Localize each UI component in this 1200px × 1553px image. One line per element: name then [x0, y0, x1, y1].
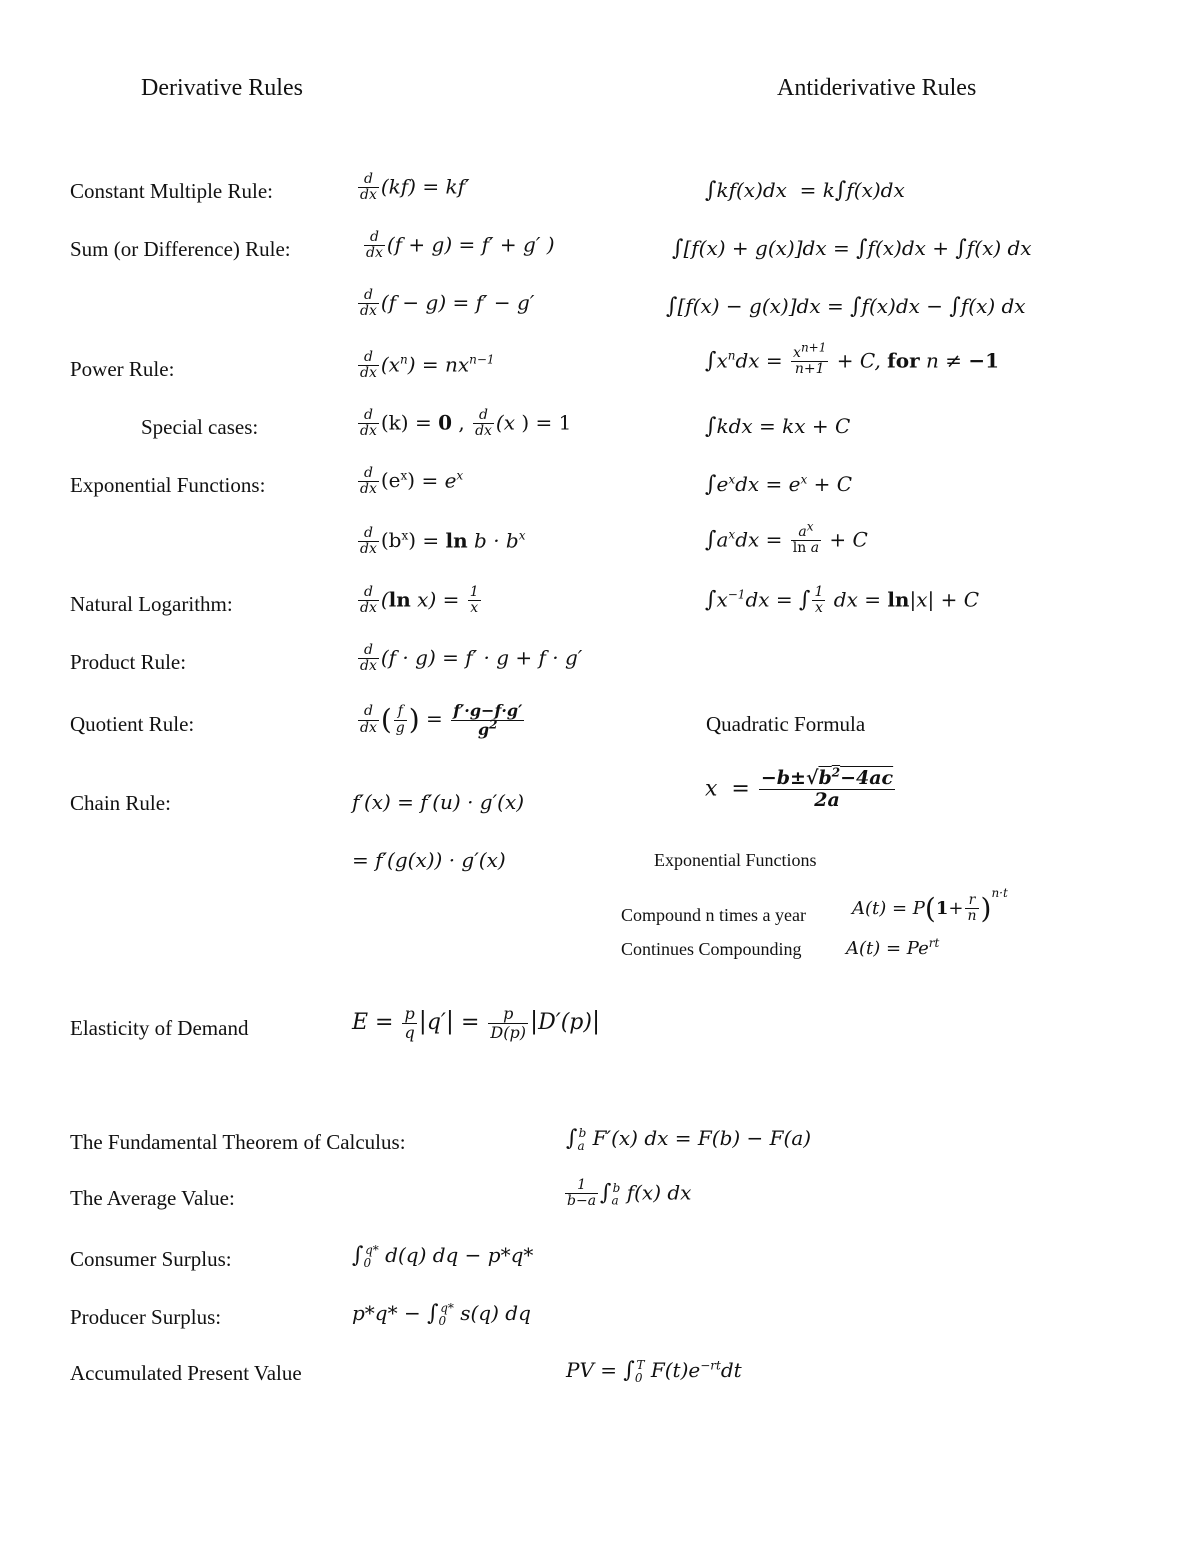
accumulated-present-value-label: Accumulated Present Value [70, 1361, 302, 1385]
consumer-surplus-label: Consumer Surplus: [70, 1247, 232, 1271]
special-cases-label: Special cases: [141, 415, 259, 439]
sum-rule-integral: ∫[f(x) + g(x)]dx = ∫f(x)dx + ∫f(x) dx [672, 236, 1032, 261]
exponential-derivative: $\frac{d}{dx}$ $(e^x) = e^x$ [360, 465, 464, 498]
special-cases-derivative: $\frac{d}{dx}$ (k) = 0 , $\frac{d}{dx}$ (x ) = 1 [360, 407, 572, 440]
product-rule-derivative: $\frac{d}{dx}$ (f · g) = f′ · g + f · g′ [360, 642, 583, 675]
power-rule-label: Power Rule: [70, 357, 175, 381]
sum-difference-label: Sum (or Difference) Rule: [70, 237, 291, 261]
exponential-label: Exponential Functions: [70, 473, 266, 497]
average-value-label: The Average Value: [70, 1186, 235, 1210]
quotient-rule-label: Quotient Rule: [70, 712, 195, 736]
constant-multiple-label: Constant Multiple Rule: [70, 179, 273, 203]
for-word: for [887, 348, 920, 373]
special-cases-integral: ∫kdx = kx + C [705, 414, 851, 439]
antiderivative-rules-heading: Antiderivative Rules [777, 75, 977, 101]
natural-log-integral: $\int x^{-1}dx$ = ∫ $\frac{1}{x}$ dx = ln|x| + C [705, 584, 979, 617]
compound-n-label: Compound n times a year [621, 905, 806, 925]
constant-multiple-integral: ∫kf(x)dx = k∫f(x)dx [705, 178, 905, 203]
base-exponential-integral: $\int a^xdx$ = $\frac{a^x}{\text{ln a}}$ + C [705, 519, 868, 557]
average-value-formula: $\frac{1}{b-a}$ $\int_a^b$ f(x) dx [567, 1177, 692, 1210]
quadratic-formula: x = $\frac{-b\pm√b^2-4ac}{2a}$ [705, 765, 894, 811]
accumulated-present-value-formula: PV = $\int_0^T$ $F(t)e^{-rt}dt$ [566, 1358, 742, 1385]
natural-log-label: Natural Logarithm: [70, 592, 233, 616]
chain-rule-composite: = f′(g(x)) · g′(x) [352, 848, 506, 872]
producer-surplus-label: Producer Surplus: [70, 1305, 222, 1329]
quotient-rule-derivative: $\frac{d}{dx}$ ( $\frac{f}{g}$ ) = $\frac{f'\cdot g-f\cdot g'}{g^2}$ [360, 701, 523, 739]
sum-rule-derivative: $\frac{d}{dx}$ (f + g) = f′ + g′ ) [366, 229, 555, 262]
power-rule-derivative: $\frac{d}{dx}$ $(x^n) = nx^{n-1}$ [360, 349, 495, 382]
ftc-label: The Fundamental Theorem of Calculus: [70, 1130, 406, 1154]
product-rule-label: Product Rule: [70, 650, 187, 674]
continuous-compounding-label: Continues Compounding [621, 939, 802, 959]
exponential-integral: $\int e^xdx = e^x + C$ [705, 472, 853, 497]
consumer-surplus-formula: $\int_0^{q*}$ d(q) dq − p*q* [352, 1243, 534, 1270]
natural-log-derivative: $\frac{d}{dx}$ (ln x) = $\frac{1}{x}$ [360, 584, 479, 617]
difference-rule-integral: ∫[f(x) − g(x)]dx = ∫f(x)dx − ∫f(x) dx [666, 294, 1026, 319]
quadratic-formula-label: Quadratic Formula [706, 712, 866, 736]
continuous-compounding-formula: $A(t) = Pe^{rt}$ [846, 936, 940, 959]
exponential-functions-label: Exponential Functions [654, 850, 817, 870]
chain-rule-label: Chain Rule: [70, 791, 171, 815]
power-rule-integral: $\int x^ndx$ = $\frac{x^{n+1}}{n+1}$ + C, for n ≠ −1 [705, 340, 1000, 378]
constant-multiple-derivative: $\frac{d}{dx}$ (kf) = kf′ [360, 171, 470, 204]
derivative-rules-heading: Derivative Rules [141, 75, 303, 101]
base-exponential-derivative: $\frac{d}{dx}$ $(b^x) = \ln b \cdot b^x$ [360, 525, 526, 558]
chain-rule-formula: f′(x) = f′(u) · g′(x) [352, 790, 525, 814]
compound-n-formula: A(t) = P(1+ $\frac{r}{n}$ )$^{n\cdot t}$ [852, 885, 1008, 925]
difference-rule-derivative: $\frac{d}{dx}$ (f − g) = f′ − g′ [360, 287, 535, 320]
producer-surplus-formula: $p*q* - \int_0^{q*}$ s(q) dq [352, 1301, 531, 1328]
elasticity-label: Elasticity of Demand [70, 1016, 249, 1040]
elasticity-formula: E = $\frac{p}{q}$ |q′| = $\frac{p}{D(p)}$ |D′(p)| [352, 1004, 601, 1042]
ftc-formula: $\int_a^b$ F′(x) dx = F(b) − F(a) [566, 1126, 812, 1153]
